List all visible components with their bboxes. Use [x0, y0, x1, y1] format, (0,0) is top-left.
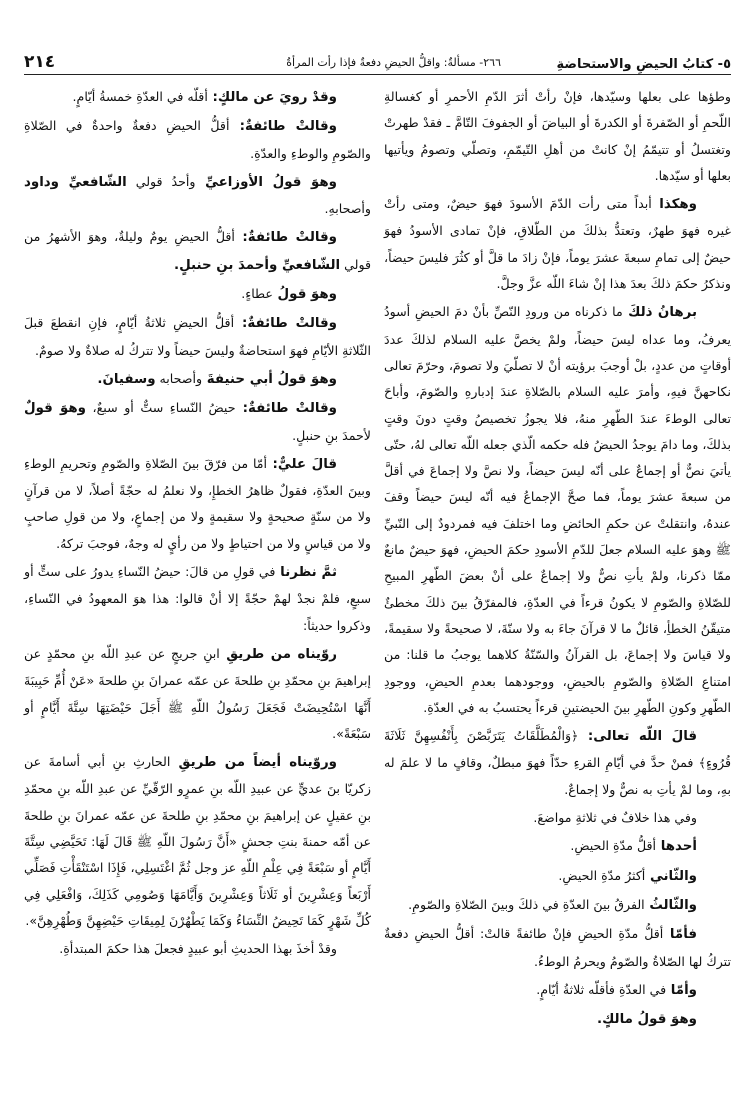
paragraph	[24, 169, 371, 223]
body-text: وأصحابه	[155, 370, 203, 386]
left-column	[24, 84, 371, 965]
body-text: وفي هذا خلافٌ في ثلاثةِ مواضعَ.	[533, 810, 697, 826]
bold-lead-text: قالَ اللّه تعالى:	[578, 729, 697, 745]
paragraph	[384, 84, 731, 189]
bold-lead-text: وقدْ رويَ عن مالكٍ:	[207, 90, 337, 105]
paragraph	[384, 921, 731, 975]
bold-lead-text: وقالتْ طائفةٌ:	[235, 401, 337, 417]
body-text: أقلُّ الحيضِ يومٌ وليلةٌ، وهوَ الأشهرُ من قولي	[24, 229, 371, 272]
paragraph	[384, 977, 731, 1004]
bold-lead-text: وهوَ قولُ	[272, 287, 337, 303]
paragraph	[384, 833, 731, 860]
paragraph	[384, 191, 731, 297]
page-number: ٢١٤	[24, 52, 56, 72]
body-text: حيضُ النّساءِ ستٌّ أو سبعٌ،	[86, 400, 236, 416]
body-text: وأحدُ قولي	[126, 173, 196, 189]
paragraph	[24, 113, 371, 167]
body-text: في العدّةِ فأقلّه ثلاثةُ أيّامٍ.	[536, 981, 667, 997]
bold-lead-text: ثمَّ نظرنا	[275, 565, 337, 581]
bold-lead-text: وأمّا	[666, 982, 697, 998]
paragraph	[384, 299, 731, 721]
body-text: أمّا من فرّقَ بينَ الصّلاةِ والصّومِ وتحريمِ الوطءِ وبينَ العدّةِ، فقولٌ ظاهرُ الخطإِ، ولا نعلمُ له حجّةً أصلاً، لا من قرآنٍ ولا من سنّةٍ صحيحةٍ ولا سقيمةٍ ولا من إجماعٍ، ولا من قولِ صاحبٍ ولا من قياسٍ ولا من احتياطٍ ولا من رأيٍ له وجهٌ، فوجبَ تركهُ.	[24, 455, 371, 551]
paragraph	[384, 805, 731, 831]
body-text: أقلُّ مدّةِ الحيضِ فإنْ طائفةً قالتْ: أقلُّ الحيضِ دفعةٌ تتركُ لها الصّلاةُ والصّومُ ويحرمُ الوطءُ.	[384, 926, 731, 969]
bold-lead-text: وهوَ قولٌ	[24, 401, 86, 417]
bold-lead-text: وسفيانَ.	[97, 371, 156, 387]
body-text: في قولِ من قالَ: حيضُ النّساءِ يدورُ على ستٍّ أو سبعٍ، فلمْ نجدْ لهمْ حجّةً إلا أنْ قالوا: هذا هوَ المعهودُ في النّساءِ، وذكروا حديثاً:	[24, 564, 371, 633]
bold-lead-text: والثّالثُ	[644, 897, 697, 913]
running-header	[24, 46, 731, 72]
paragraph	[24, 310, 371, 364]
bold-lead-text: وروّيناه أيضاً من طريقِ	[170, 755, 337, 771]
bold-lead-text: وهوَ قولُ الأوزاعيِّ	[195, 174, 338, 190]
section-title: ٢٦٦- مسألةٌ: واقلُّ الحيضِ دفعةٌ فإذا رأت المرأةُ	[286, 56, 501, 69]
bold-lead-text: وقالتْ طائفةٌ:	[229, 119, 337, 135]
body-text: أقلُّ الحيضِ ثلاثةُ أيّامٍ، فإنِ انقطعَ قبلَ الثّلاثةِ الأيّامِ فهوَ استحاضةٌ وليسَ حيضاً ولا تتركُ له صلاةٌ ولا صومٌ.	[24, 315, 371, 358]
paragraph	[24, 395, 371, 449]
bold-lead-text: برهانُ ذلكَ	[622, 305, 697, 321]
body-text: لأحمدَ بنِ حنبلٍ.	[292, 427, 371, 443]
bold-lead-text: الشّافعيِّ وداود	[24, 174, 127, 190]
body-text: الحارثِ بنِ أبي أسامةَ عن زكريّا بنَ عديٍّ عن عبيدِ اللّه بنِ عمرٍو الرّقّيِّ عن عبدِ اللّه بنِ محمّدِ بنِ عقيلٍ عن إبراهيمَ بنِ محمّدِ بنِ طلحةَ عن عمّه عمرانَ بنِ طلحةَ عن أمّه حمنةَ بنتِ جحشٍ «أَنَّ رَسُولَ اللّهِ ﷺ قَالَ لَهَا: تَحَيَّضِي سِتَّةَ أَيَّامٍ أو سَبْعَةً فِي عِلْمِ اللّهِ عز وجل ثُمَّ اغْتَسِلِي، فَإِذَا اسْتَنْقَأْتِ فَصَلِّي أَرْبَعاً وَعِشْرِينَ أو ثَلَاثاً وَعِشْرِينَ وَأَيَّامَهَا وَصُومِي كَذَلِكَ، وَافْعَلِي فِي كُلِّ شَهْرٍ كَمَا تَحِيضُ النِّسَاءُ وَكَمَا يَطْهُرْنَ لِمِيقَاتِ حَيْضِهِنَّ وَطُهْرِهِنَّ».	[24, 754, 371, 928]
body-text: ابنِ جريجٍ عن عبدِ اللّه بنِ محمّدٍ عن إبراهيمَ بنِ محمّدِ بنِ طلحةَ عن عمّه عمرانَ بنِ طلحةَ «عَنْ أُمِّ حَبِيبَةَ أَنَّهَا اسْتُحِيضَتْ فَجَعَلَ رَسُولُ اللّهِ ﷺ أَجَلَ حَيْضَتِهَا سِتَّةَ أَيَّامٍ أو سَبْعَةً».	[24, 645, 371, 741]
body-text: وأصحابهِ.	[324, 201, 371, 217]
body-text: وطؤها على بعلها وسيّدها، فإنْ رأتْ أثرَ الدّمِ الأحمرِ أو كغسالةِ اللّحمِ أو الصّفرةَ أو الكدرةَ أو البياضَ أو الجفوفَ التّامَّ ـ فقدْ طهرتْ وتغتسلُ أو تتيمّمُ إنْ كانتْ من أهلِ التّيمّمِ، وتصلّي وتصومُ ويأتيها بعلها أو سيّدها.	[384, 89, 731, 183]
body-text: عطاءٍ.	[241, 286, 273, 302]
body-text: أقلُّ الحيضِ دفعةٌ واحدةٌ في الصّلاةِ والصّومِ والوطءِ والعدّةِ.	[24, 118, 371, 161]
bold-lead-text: والثّاني	[645, 868, 697, 884]
bold-lead-text: وهوَ قولُ مالكٍ.	[596, 1012, 697, 1028]
bold-lead-text: فأمّا	[663, 927, 697, 943]
body-text: الفرقُ بينَ العدّةِ في ذلكَ وبينَ الصّلاةِ والصّومِ.	[408, 896, 645, 912]
paragraph	[24, 281, 371, 308]
paragraph	[24, 224, 371, 279]
bold-lead-text: وقالتْ طائفةٌ:	[234, 230, 337, 246]
header-rule	[24, 74, 731, 75]
paragraph	[24, 641, 371, 747]
bold-lead-text: قالَ عليٌّ:	[267, 456, 337, 472]
body-text: ﴿وَالْمُطَلَّقَاتُ يَتَرَبَّصْنَ بِأَنْفُسِهِنَّ ثَلَاثَةَ قُرُوءٍ﴾ فمنْ حدَّ في أيّامِ القرءِ حدّاً فهوَ مبطلٌ، وقافٍ ما لا علمَ له بهِ، وما لمْ يأتِ به نصٌّ ولا إجماعٌ.	[384, 728, 731, 797]
paragraph	[24, 84, 371, 111]
body-text: أقلّه في العدّةِ خمسةُ أيّامٍ.	[72, 89, 208, 104]
bold-lead-text: روّيناه من طريقِ	[219, 646, 337, 662]
paragraph	[384, 1006, 731, 1033]
paragraph	[384, 863, 731, 890]
paragraph	[24, 749, 371, 934]
body-text: وقدْ أخذَ بهذا الحديثِ أبو عبيدٍ فجعلَ هذا حكمَ المبتدأةِ.	[59, 941, 337, 957]
paragraph	[384, 892, 731, 919]
body-text: أقلُّ مدّةِ الحيضِ.	[570, 838, 657, 854]
paragraph	[24, 366, 371, 393]
body-text: أبداً متى رأت الدّمَ الأسودَ فهوَ حيضٌ، ومتى رأتْ غيره فهوَ طهرٌ، وتعتدُّ بذلكَ من الطّلاقِ، فإنْ تمادى الأسودُ فهوَ حيضٌ إلى تمامِ سبعةَ عشرَ يوماً، فإنْ زادَ ما قلَّ أو كثُرَ فليسَ حيضاً، ونذكرُ حكمَ ذلكَ بعدَ هذا إنْ شاءَ اللّه عزَّ وجلَّ.	[384, 196, 731, 292]
bold-lead-text: الشّافعيِّ وأحمدَ بنِ حنبلٍ.	[174, 257, 341, 273]
paragraph	[24, 559, 371, 639]
bold-lead-text: وهوَ قولُ أبي حنيفةَ	[202, 371, 337, 387]
paragraph	[24, 936, 371, 962]
bold-lead-text: وهكذا	[651, 197, 697, 213]
bold-lead-text: أحدها	[656, 839, 697, 855]
body-text: ما ذكرناه من ورودِ النّصِّ بأنْ دمَ الحيضِ أسودُ يعرفُ، وما عداه ليسَ حيضاً، ولمْ يخصَّ عليه السلام لذلكَ عددَ أوقاتٍ من عددٍ، بلْ أوجبَ برؤيته أنْ لا تصلّيَ ولا تصومَ، وحرّمَ تعالى نكاحهنَّ فيهِ، وأمرَ عليه السلام بالصّلاةِ عندَ إدبارهِ والصّومَ، وأباحَ تعالى الوطءَ عندَ الطّهرِ منهُ، فلا يجوزُ تخصيصُ وقتٍ دونَ وقتٍ بذلكَ، وما دامَ يوجدُ الحيضُ فله حكمه الّذي جعله اللّه تعالى لهُ، حتّى يأتيَ نصٌّ أو إجماعٌ على أنّه ليسَ حيضاً، ولا نصَّ ولا إجماعَ في أقلَّ من سبعةَ عشرَ يوماً، فما صحَّ الإجماعُ فيه أنّه ليسَ حيضاً وقفَ عندهُ، وانتقلتْ عن حكمِ الحائضِ وما اختلفَ فيه فمردودٌ إلى النّبيِّ ﷺ وهوَ عليه السلام جعلَ للدّمِ الأسودِ حكمَ الحيضِ، فهوَ حيضٌ مانعٌ ممّا ذكرنا، ولمْ يأتِ نصٌّ ولا إجماعٌ على أنْ بعضَ الطّهرِ المبيحِ للصّلاةِ والصّومِ لا يكونُ قرءاً في العدّةِ، فالمفرّقُ بينَ ذلكَ مخطئٌ متيقّنُ الخطأِ، قائلٌ ما لا قرآنَ جاءَ به ولا سنّةَ، لا صحيحةً ولا سقيمةً، ولا قياسَ ولا إجماعَ، بل القرآنُ والسّنّةُ كلاهما يوجبُ ما قلنا: من امتناعِ الصّلاةِ والصّومِ بالحيضِ، ووجودهما بعدمِ الحيضِ، ووجودِ الطّهرِ وكونِ الطّهرِ بينَ الحيضتينِ قرءاً يحتسبُ به في العدّةِ.	[384, 304, 731, 715]
right-column	[384, 84, 731, 1035]
book-title: ٥- كتابُ الحيضِ والاستحاضةِ	[556, 57, 731, 72]
paragraph	[384, 723, 731, 803]
bold-lead-text: وقالتْ طائفةٌ:	[234, 316, 337, 332]
paragraph	[24, 451, 371, 557]
body-text: أكثرُ مدّةِ الحيضِ.	[558, 867, 646, 883]
